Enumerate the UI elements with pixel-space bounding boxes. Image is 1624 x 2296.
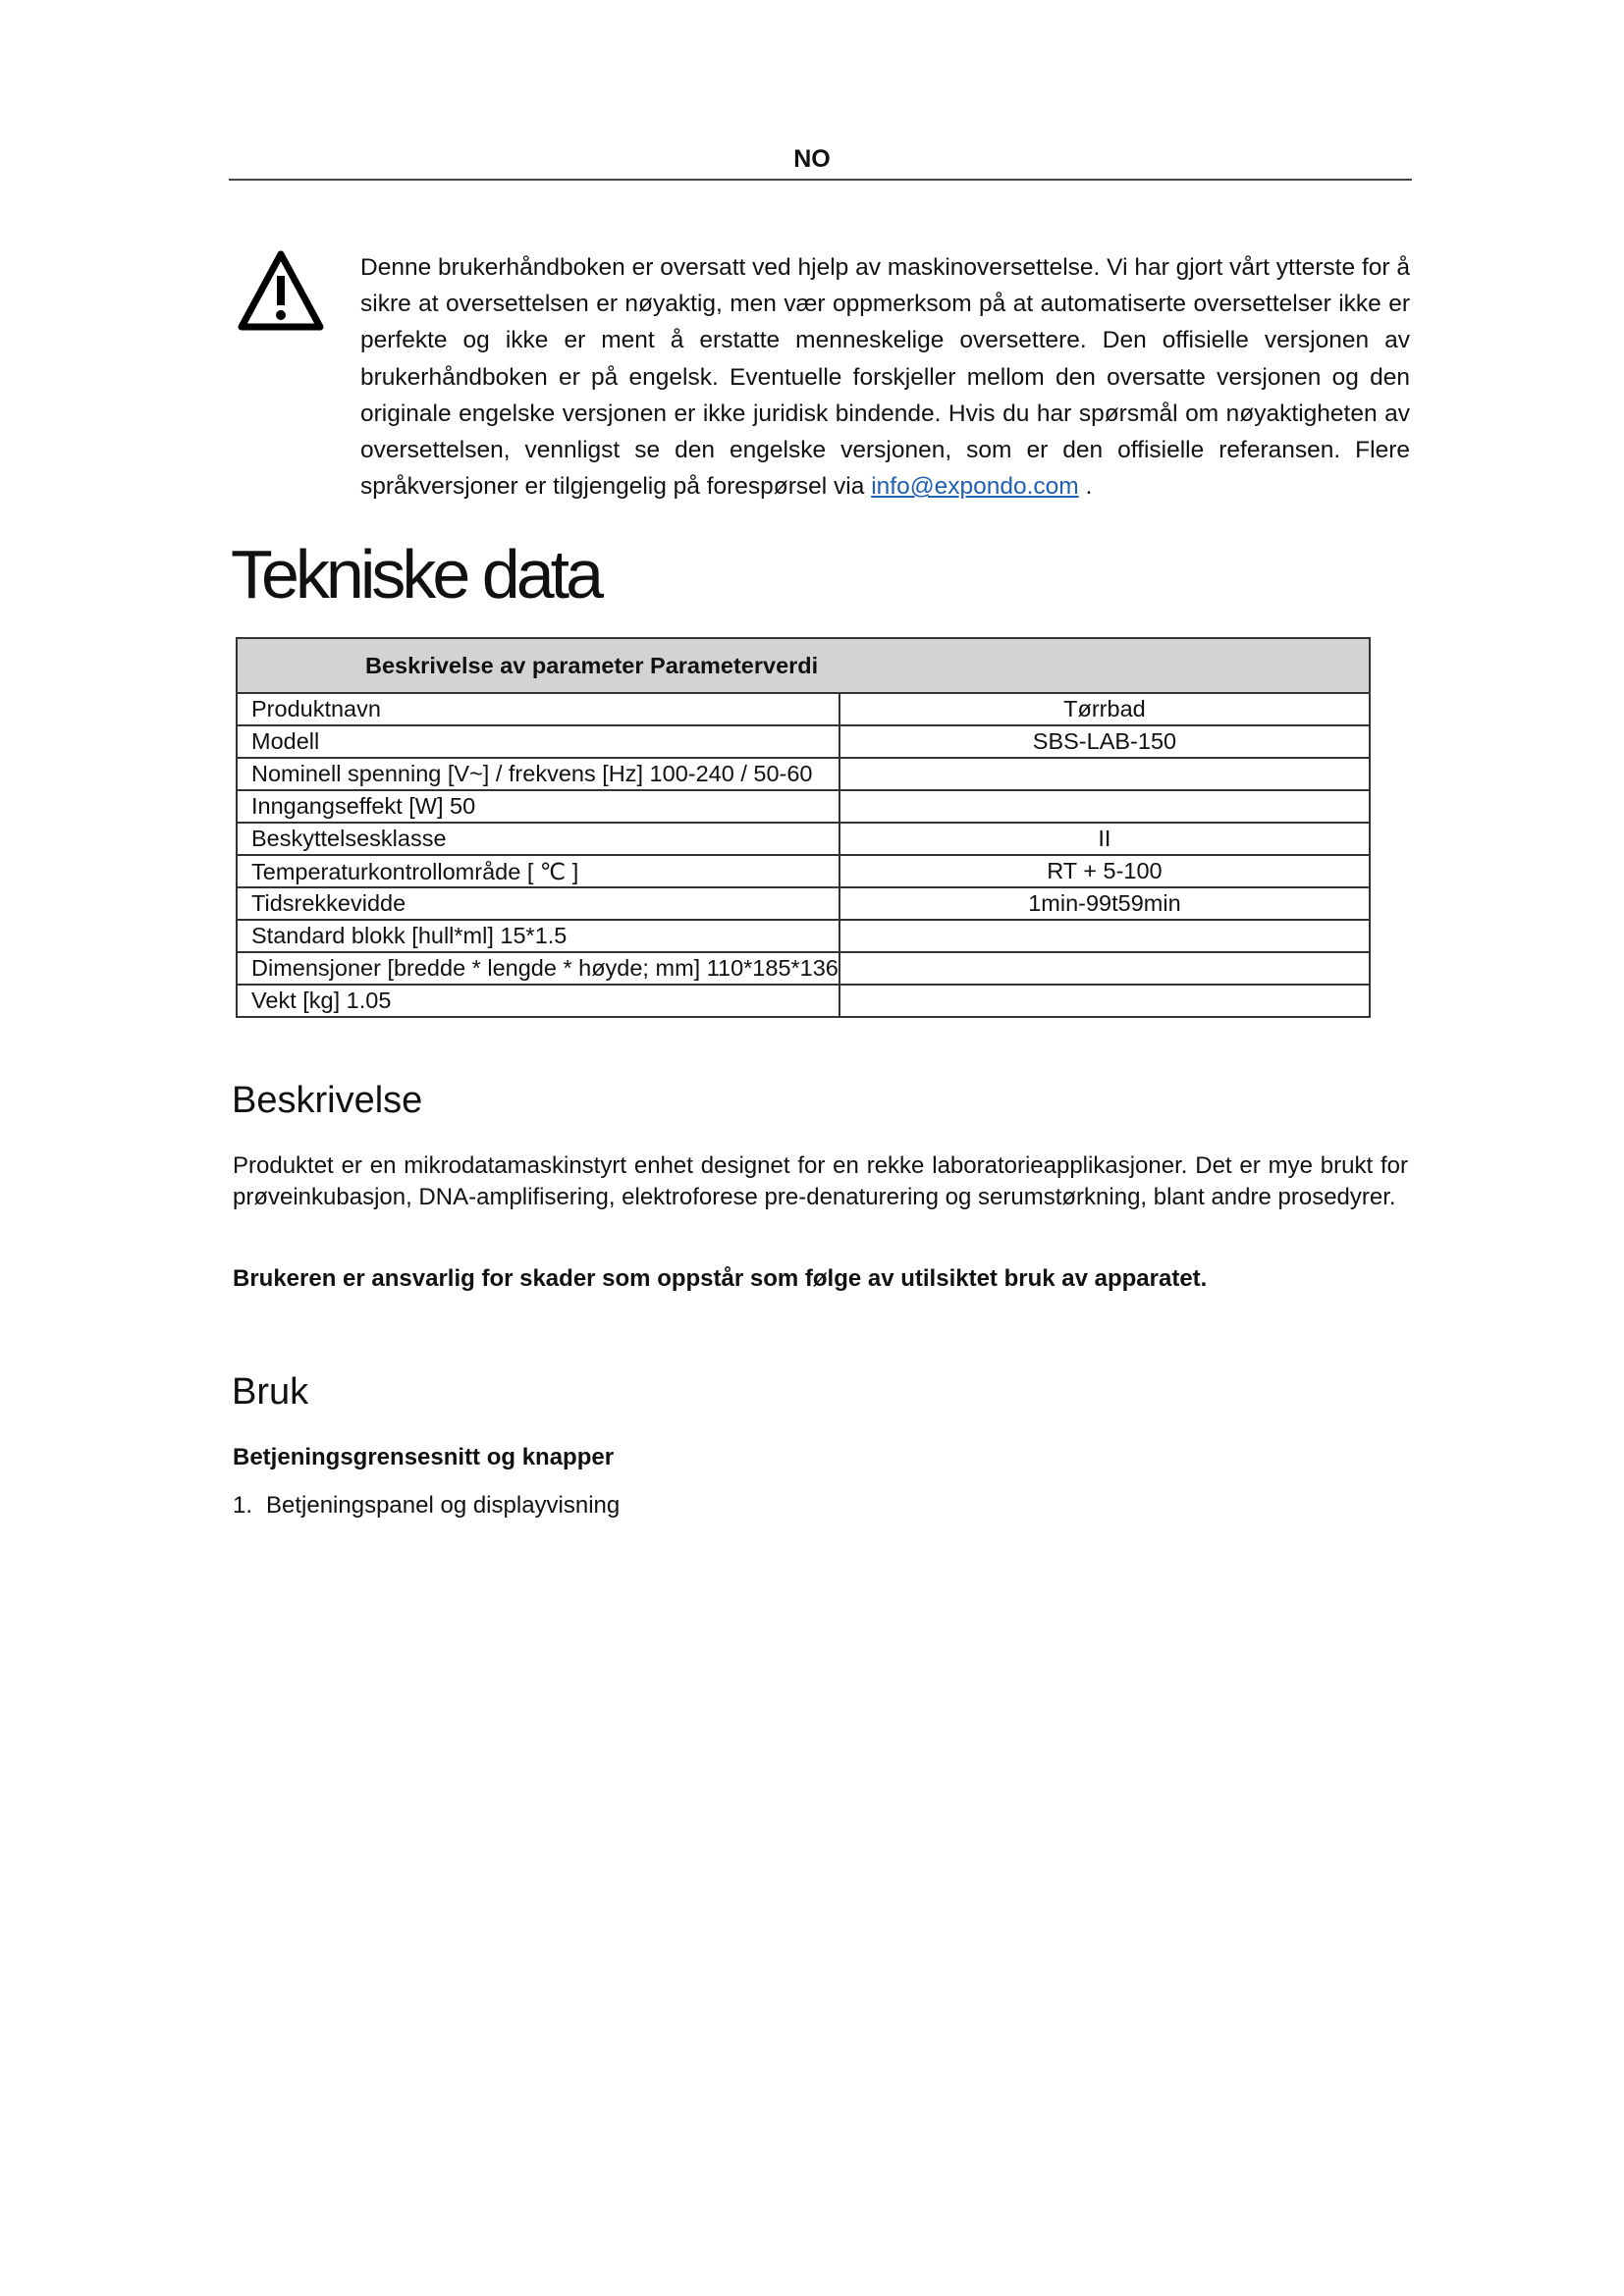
spec-row (237, 758, 1370, 790)
usage-heading: Bruk (232, 1371, 309, 1413)
spec-row (237, 887, 1370, 920)
spec-value: Tørrbad (839, 693, 1370, 725)
spec-label: Produktnavn (237, 693, 839, 725)
spec-label: Dimensjoner [bredde * lengde * høyde; mm] 110*185*136 (237, 952, 839, 985)
spec-header-cell: Beskrivelse av parameter Parameterverdi (237, 638, 1370, 693)
spec-value (839, 952, 1370, 985)
spec-row (237, 920, 1370, 952)
spec-label: Modell (237, 725, 839, 758)
spec-header-row (237, 638, 1370, 693)
spec-value (839, 758, 1370, 790)
warning-triangle-icon (238, 250, 324, 331)
spec-label: Standard blokk [hull*ml] 15*1.5 (237, 920, 839, 952)
spec-value: SBS-LAB-150 (839, 725, 1370, 758)
spec-row (237, 725, 1370, 758)
spec-value (839, 790, 1370, 823)
spec-row (237, 952, 1370, 985)
notice-text: Denne brukerhåndboken er oversatt ved hjelp av maskinoversettelse. Vi har gjort vårt ytterste for å sikre at oversettelsen er nøyaktig, men vær oppmerksom på at automatiserte oversettelser ikke er perfekte og ikke er ment å erstatte menneskelige oversettere. Den offisielle versjonen av brukerhåndboken er på engelsk. Eventuelle forskjeller mellom den oversatte versjonen og den originale engelske versjonen er ikke juridisk bindende. Hvis du har spørsmål om nøyaktigheten av oversettelsen, vennligst se den engelske versjonen, som er den offisielle referansen. Flere språkversjoner er tilgjengelig på forespørsel via (360, 254, 1410, 501)
notice-end: . (1078, 473, 1093, 501)
page-language-label: NO (793, 145, 831, 173)
spec-label: Beskyttelsesklasse (237, 823, 839, 855)
description-heading: Beskrivelse (232, 1080, 423, 1121)
spec-value (839, 985, 1370, 1017)
spec-label: Tidsrekkevidde (237, 887, 839, 920)
usage-subheading: Betjeningsgrensesnitt og knapper (233, 1444, 615, 1470)
spec-value (839, 920, 1370, 952)
spec-row (237, 855, 1370, 887)
spec-row (237, 693, 1370, 725)
list-item-text: Betjeningspanel og displayvisning (266, 1492, 621, 1519)
list-item-number: 1. (233, 1492, 253, 1519)
spec-label: Vekt [kg] 1.05 (237, 985, 839, 1017)
spec-row (237, 823, 1370, 855)
spec-label: Nominell spenning [V~] / frekvens [Hz] 100-240 / 50-60 (237, 758, 839, 790)
spec-value: 1min-99t59min (839, 887, 1370, 920)
spec-value: RT + 5-100 (839, 855, 1370, 887)
spec-label: Inngangseffekt [W] 50 (237, 790, 839, 823)
spec-value: II (839, 823, 1370, 855)
contact-email-link[interactable]: info@expondo.com (871, 473, 1079, 501)
translation-notice (360, 249, 1410, 505)
list-item (233, 1492, 620, 1520)
spec-row (237, 790, 1370, 823)
tech-data-title: Tekniske data (231, 536, 601, 613)
header-divider (229, 179, 1412, 181)
spec-label: Temperaturkontrollområde [ ℃ ] (237, 855, 839, 887)
spec-table (236, 637, 1371, 1018)
description-paragraph: Produktet er en mikrodatamaskinstyrt enhet designet for en rekke laboratorieapplikasjoner. Det er mye brukt for prøveinkubasjon, DNA-amplifisering, elektroforese pre-denaturering og serumstørkning, blant andre prosedyrer. (233, 1152, 1408, 1210)
liability-warning: Brukeren er ansvarlig for skader som oppstår som følge av utilsiktet bruk av apparatet. (233, 1265, 1208, 1292)
spec-row (237, 985, 1370, 1017)
